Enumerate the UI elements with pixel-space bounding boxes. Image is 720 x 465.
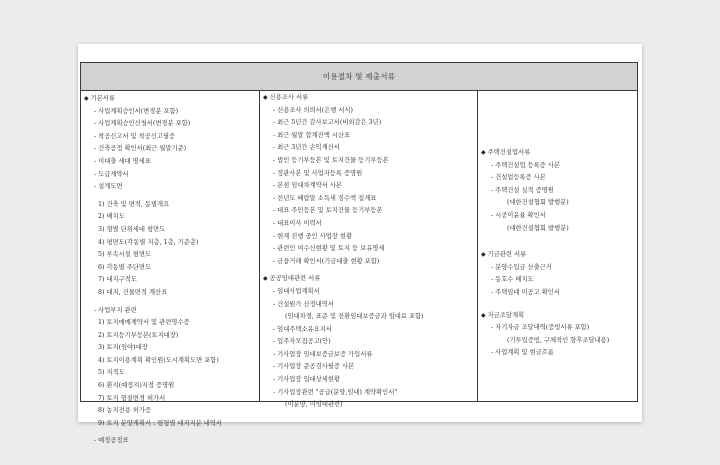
list-item: 1) 건축 및 면적, 동별개요 (98, 200, 170, 208)
list-item: 1) 토지매매계약서 및 관련영수증 (98, 319, 190, 327)
section-heading-basic: ◆ 기본서류 (84, 95, 115, 102)
column-housing-documents (478, 91, 637, 401)
list-item: 4) 토지이용계획 확인원(도시계획도면 포함) (98, 356, 219, 364)
list-item: 4) 평면도(각동별 지층, 1층, 기준층) (98, 238, 199, 246)
list-item: - 예정공정표 (94, 437, 129, 445)
section-heading-financing: ◆ 자금조달계획 (481, 311, 525, 319)
diamond-bullet-icon: ◆ (481, 149, 486, 156)
list-item: 3) 토지(임야)대장 (98, 344, 148, 352)
list-item: - 분양수입금 산출근거 (491, 263, 552, 271)
list-item: - 도급계약서 (94, 170, 129, 178)
column-basic-documents (81, 91, 260, 445)
section-heading-credit: ◆ 신용조사 서류 (263, 94, 309, 101)
diamond-bullet-icon: ◆ (481, 311, 486, 319)
list-item: - 기사업장 입대상세현황 (273, 376, 340, 384)
list-item: - 본점 임대차계약서 사본 (273, 182, 342, 190)
list-item: - 건축공정 확인서(최근 월말기준) (94, 145, 187, 153)
list-item: - 현재 진행 중인 사업장 현황 (273, 232, 353, 240)
list-item: 8) 대지, 건물면적 계산표 (98, 288, 168, 296)
list-item: - 사업부지 관련 (94, 306, 137, 314)
list-item: 3) 형별 단위세대 평면도 (98, 225, 166, 233)
list-item: - 사업계획 및 현금흐름 (491, 349, 554, 357)
list-item: 5) 지적도 (98, 369, 125, 377)
diamond-bullet-icon: ◆ (263, 275, 268, 283)
list-item: - 사업계획승인신청서(변경분 포함) (94, 120, 191, 128)
list-item: (대한건설협회 발행분) (507, 199, 569, 207)
list-item: - 기사업장 준공검사필증 사본 (273, 363, 355, 371)
list-item: - 최근 3년간 손익계산서 (273, 144, 340, 152)
document-page (78, 44, 642, 445)
list-item: 7) 토지 형질변경 허가서 (98, 394, 166, 402)
diamond-bullet-icon: ◆ (481, 251, 486, 259)
list-item: - 자기자금 조달내역(증빙서류 포함) (491, 324, 590, 332)
list-item: - 전년도 배람말 소득세 징수액 집계표 (273, 194, 377, 202)
diamond-bullet-icon: ◆ (263, 94, 268, 101)
list-item: 7) 대지구적도 (98, 276, 137, 284)
list-item: - 건설원가 산정내역서 (273, 300, 334, 308)
list-item: 5) 부속시설 평면도 (98, 251, 152, 259)
list-item: - 시공이윤율 확인서 (491, 211, 546, 219)
list-item: - 주택건설업 등록증 사본 (491, 161, 560, 169)
list-item: - 법인 등기부등본 및 토지건물 등기부등본 (273, 156, 389, 164)
list-item: - 정관사본 및 사업자등록 증명원 (273, 169, 363, 177)
list-item: - 주택건설 실적 증명원 (491, 186, 554, 194)
list-item: - 사업계획승인서(변경분 포함) (94, 107, 179, 115)
list-item: 6) 환지(예정지)지정 증명원 (98, 382, 175, 390)
list-item: - 입주자모집공고(안) (273, 338, 331, 346)
list-item: - 임대주택소유요지서 (273, 325, 332, 333)
list-item: - 기사업장 임대보증금보증 가입서류 (273, 350, 373, 358)
table-title: 이용절차 및 제출서류 (81, 63, 637, 91)
list-item: - 착공신고서 및 착공신고필증 (94, 132, 176, 140)
list-item: - 기사업장관련 "공급(분양,임대) 계약확인서" (273, 388, 398, 396)
list-item: (미분양, 미임대관련) (285, 401, 343, 409)
section-heading-fund: ◆ 기금관련 서류 (481, 251, 527, 259)
list-item: - 신용조사 의뢰서(은행 서식) (273, 106, 353, 114)
list-item: (임대차경, 표준 및 전환임대보증금과 임대료 포함) (285, 313, 424, 321)
list-item: - 임대사업계획서 (273, 287, 320, 295)
list-item: - 대표 주민등본 및 토지건물 등기부등본 (273, 207, 383, 215)
list-item: - 최근 5년간 감사보고서(비외감은 3년) (273, 119, 382, 127)
column-credit-documents (260, 91, 478, 409)
list-item: 6) 각동별 주단면도 (98, 263, 152, 271)
list-item: 8) 농지전용 허가증 (98, 407, 152, 415)
list-item: (대한건설협회 발행분) (507, 224, 569, 232)
list-item: 2) 토지등기부등본(토지대장) (98, 331, 179, 339)
list-item: 2) 배치도 (98, 213, 125, 221)
list-item: - 동호수 배치도 (491, 276, 534, 284)
section-heading-public-rental: ◆ 공공임대관련 서류 (263, 275, 321, 283)
procedure-table (80, 62, 638, 445)
list-item: - 설계도면 (94, 183, 123, 191)
list-item: 9) 토지 분양계획서 : 평형별 대지지분 내역서 (98, 419, 223, 427)
list-item: - 관련인 여수신현황 및 토지 등 보유명세 (273, 245, 385, 253)
list-item: - 대표이사 이력서 (273, 219, 322, 227)
list-item: - 최근 월말 합계잔액 시산표 (273, 131, 351, 139)
list-item: - 미대출 세대 명세표 (94, 157, 151, 165)
list-item: - 건설업등록증 사본 (491, 174, 546, 182)
list-item: - 주택임대 미공고 확인서 (491, 288, 560, 296)
section-heading-housing: ◆ 주택건설업서류 (481, 149, 531, 156)
list-item: - 금융거래 확인서(기금대출 현황 포함) (273, 257, 380, 265)
diamond-bullet-icon: ◆ (84, 95, 89, 102)
list-item: (기투입증빙, 구체적인 향후조달내용) (507, 336, 610, 344)
